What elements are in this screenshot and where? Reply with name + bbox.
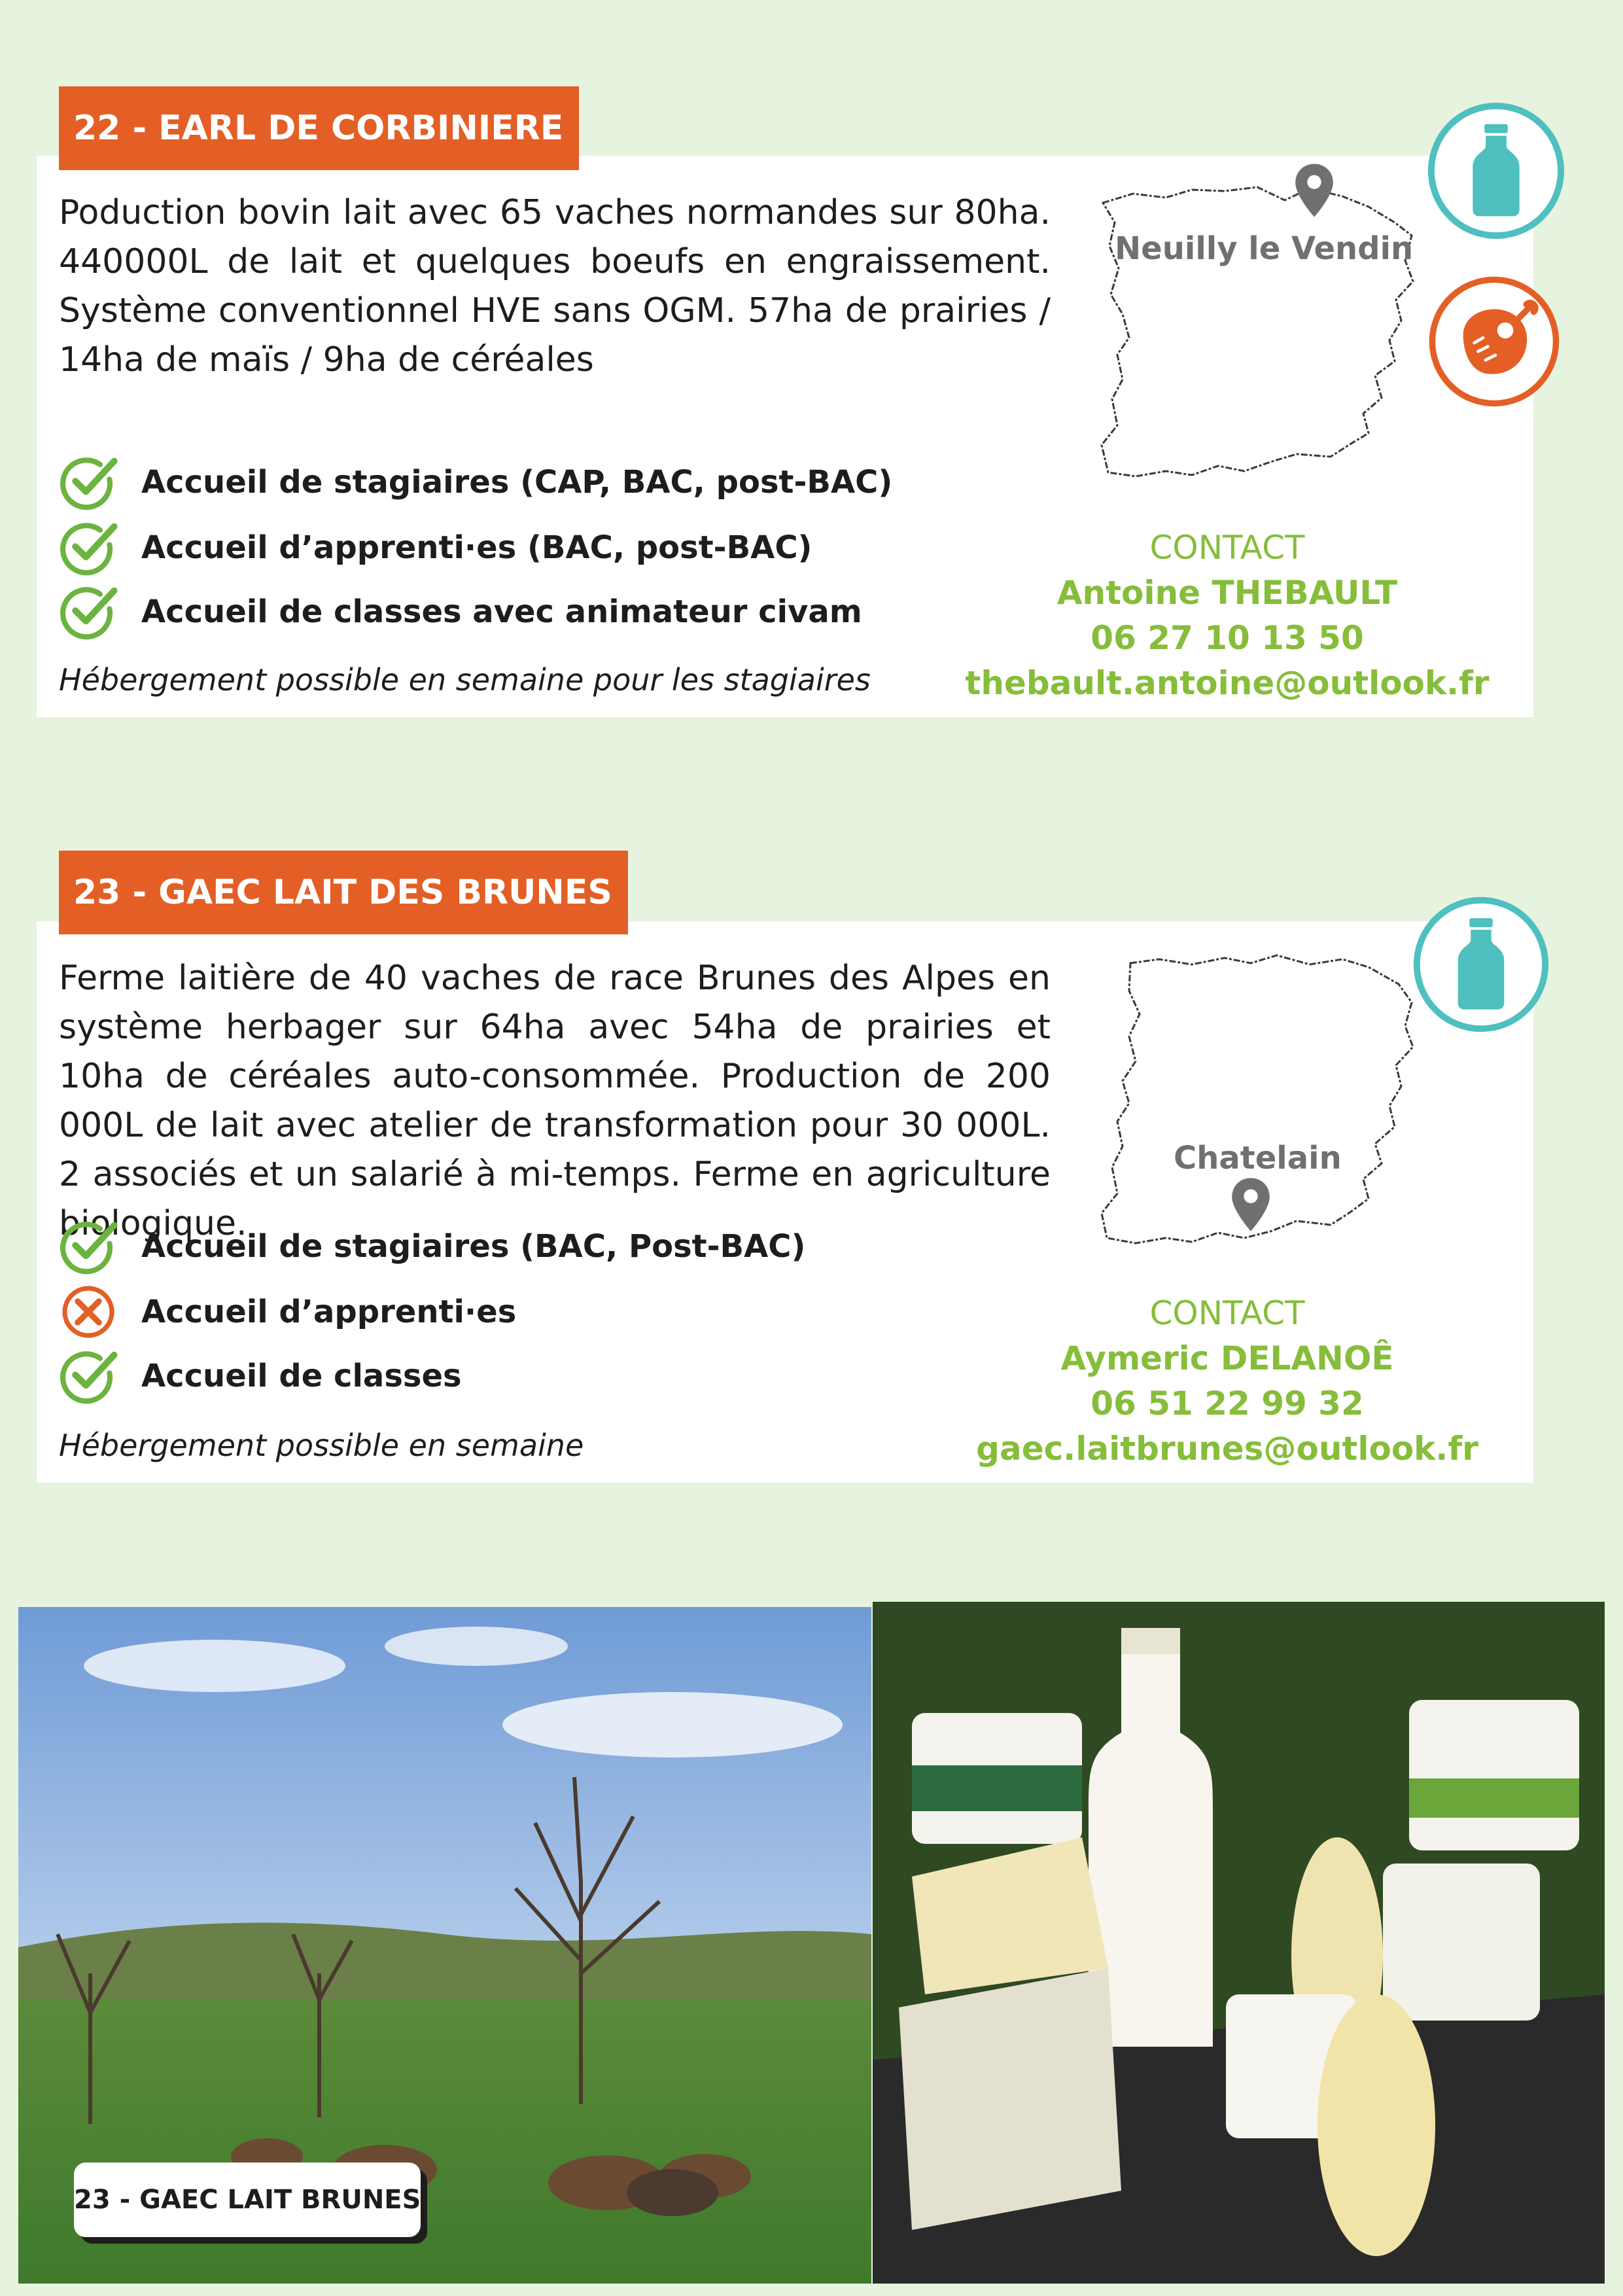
dairy-products-photo: [873, 1602, 1605, 2284]
feature-label: Accueil de classes: [141, 1358, 462, 1394]
location-label: Neuilly le Vendin: [1115, 230, 1414, 267]
farm-description: Ferme laitière de 40 vaches de race Brunes des Alpes en système herbager sur 64ha avec 54ha de prairies et 10ha de céréales auto-consommée. Production de 200 000L de lait avec atelier de transformation pour 30 000L. 2 associés et un salarié à mi-temps. Ferme en agriculture biologique.: [59, 959, 1051, 1243]
feature-item: [59, 453, 892, 512]
photo-caption: 23 - GAEC LAIT BRUNES: [74, 2163, 421, 2237]
feature-item: [59, 1347, 462, 1405]
contact-block: [933, 1291, 1522, 1472]
milk-bottle-icon: [1410, 894, 1552, 1035]
contact-heading: CONTACT: [1149, 529, 1305, 567]
contact-name: Antoine THEBAULT: [1056, 574, 1398, 612]
feature-label: Accueil de stagiaires (BAC, Post-BAC): [141, 1228, 806, 1265]
farm-description: Poduction bovin lait avec 65 vaches normandes sur 80ha. 440000L de lait et quelques boeufs en engraissement. Système conventionnel HVE sans OGM. 57ha de prairies / 14ha de maïs / 9ha de céréales: [59, 193, 1051, 380]
feature-label: Accueil de stagiaires (CAP, BAC, post-BAC): [141, 464, 893, 501]
farm-title: 23 - GAEC LAIT DES BRUNES: [59, 851, 628, 934]
feature-label: Accueil d’apprenti·es (BAC, post-BAC): [141, 529, 812, 566]
contact-heading: CONTACT: [1149, 1294, 1305, 1332]
contact-phone[interactable]: 06 51 22 99 32: [1091, 1385, 1364, 1422]
feature-label: Accueil de classes avec animateur civam: [141, 593, 862, 630]
location-label: Chatelain: [1174, 1140, 1342, 1176]
check-icon: [59, 1347, 118, 1405]
cross-icon: [59, 1282, 118, 1341]
check-icon: [59, 453, 118, 512]
check-icon: [59, 582, 118, 641]
location-pin-icon: [1293, 162, 1335, 219]
farm-title: 22 - EARL DE CORBINIERE: [59, 86, 579, 170]
contact-name: Aymeric DELANOÊ: [1060, 1339, 1394, 1377]
milk-bottle-icon: [1425, 99, 1567, 242]
check-icon: [59, 518, 118, 577]
meat-icon: [1426, 274, 1562, 410]
location-pin-icon: [1230, 1176, 1272, 1233]
accommodation-note: Hébergement possible en semaine: [59, 1428, 584, 1463]
contact-email[interactable]: gaec.laitbrunes@outlook.fr: [976, 1430, 1478, 1468]
feature-item: [59, 1282, 516, 1341]
contact-phone[interactable]: 06 27 10 13 50: [1091, 619, 1364, 657]
contact-block: [933, 525, 1522, 706]
feature-item: [59, 1217, 805, 1276]
accommodation-note: Hébergement possible en semaine pour les stagiaires: [59, 662, 871, 698]
contact-email[interactable]: thebault.antoine@outlook.fr: [965, 664, 1490, 702]
feature-item: [59, 582, 862, 641]
check-icon: [59, 1217, 118, 1276]
feature-item: [59, 518, 812, 577]
feature-label: Accueil d’apprenti·es: [141, 1294, 517, 1330]
